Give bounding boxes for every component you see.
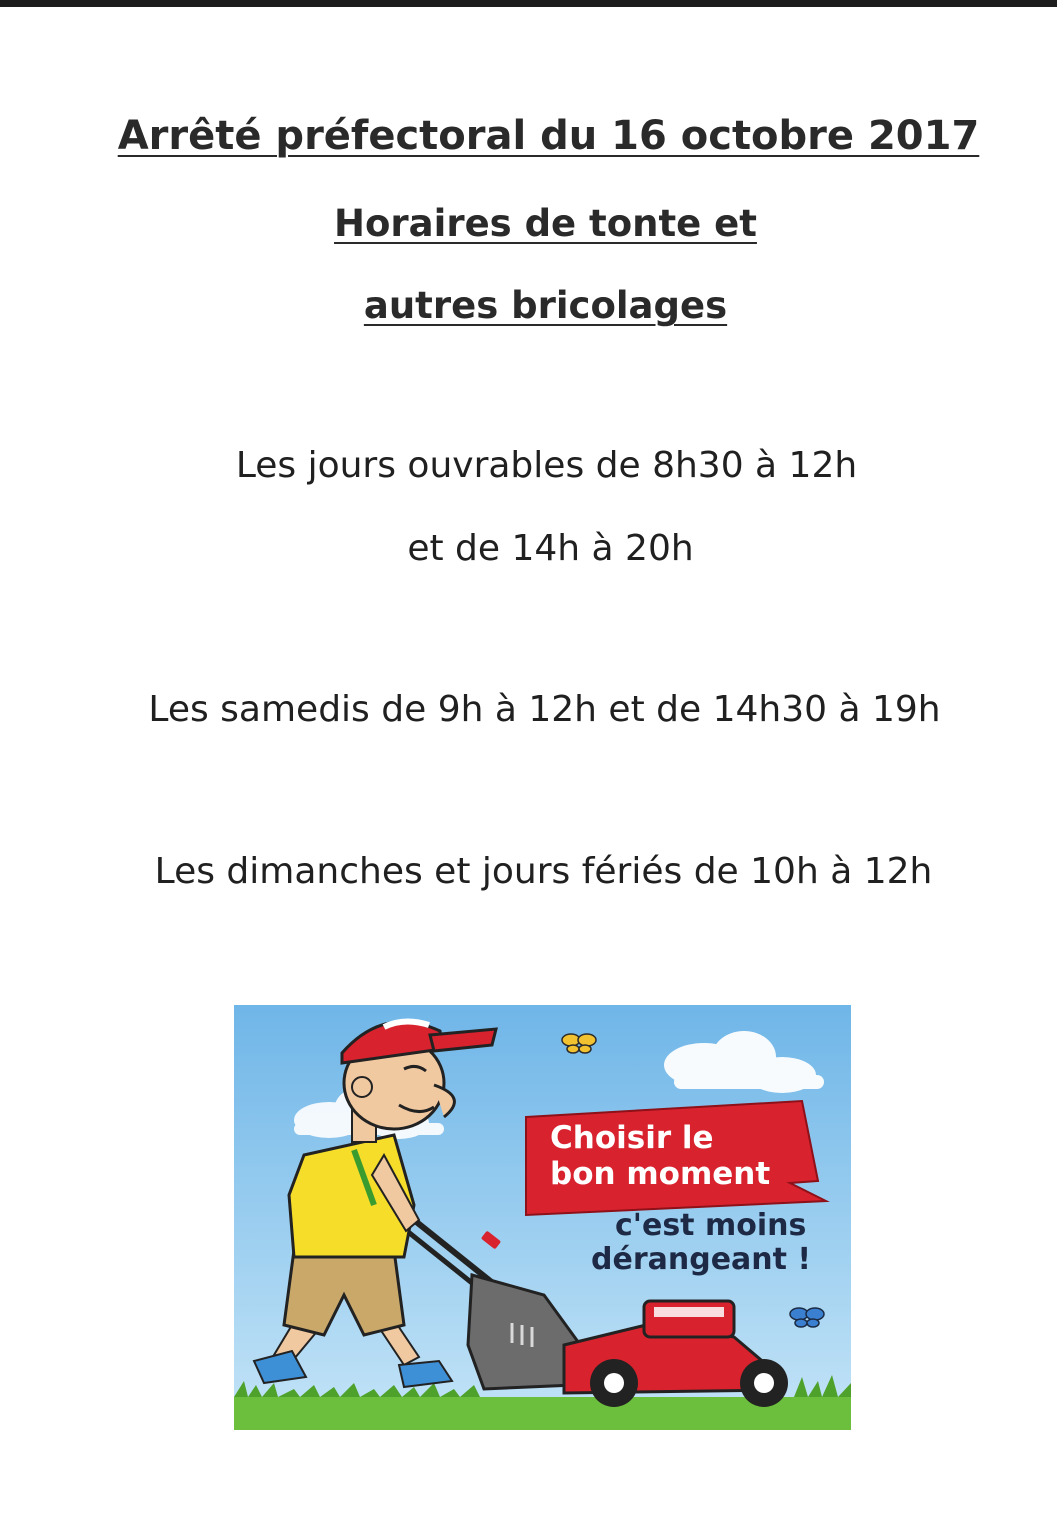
sunday-holiday-hours: Les dimanches et jours fériés de 10h à 12h	[154, 851, 933, 892]
notice-subtitle-line-1: Horaires de tonte et	[334, 202, 757, 245]
butterfly-top	[562, 1034, 596, 1053]
tagline-line-1: c'est moins	[615, 1208, 807, 1243]
butterfly-bottom	[790, 1308, 824, 1327]
lawnmower-illustration	[234, 1005, 851, 1430]
notice-subtitle-line-2: autres bricolages	[363, 284, 728, 327]
banner-text-line-1: Choisir le	[550, 1120, 714, 1156]
top-edge-bar	[0, 0, 1057, 7]
weekday-hours-line-2: et de 14h à 20h	[407, 528, 694, 569]
weekday-hours-line-1: Les jours ouvrables de 8h30 à 12h	[235, 445, 858, 486]
banner-text-line-2: bon moment	[550, 1156, 771, 1192]
saturday-hours: Les samedis de 9h à 12h et de 14h30 à 19h	[148, 689, 941, 730]
notice-title: Arrêté préfectoral du 16 octobre 2017	[117, 113, 980, 159]
tagline-line-2: dérangeant !	[591, 1242, 812, 1277]
